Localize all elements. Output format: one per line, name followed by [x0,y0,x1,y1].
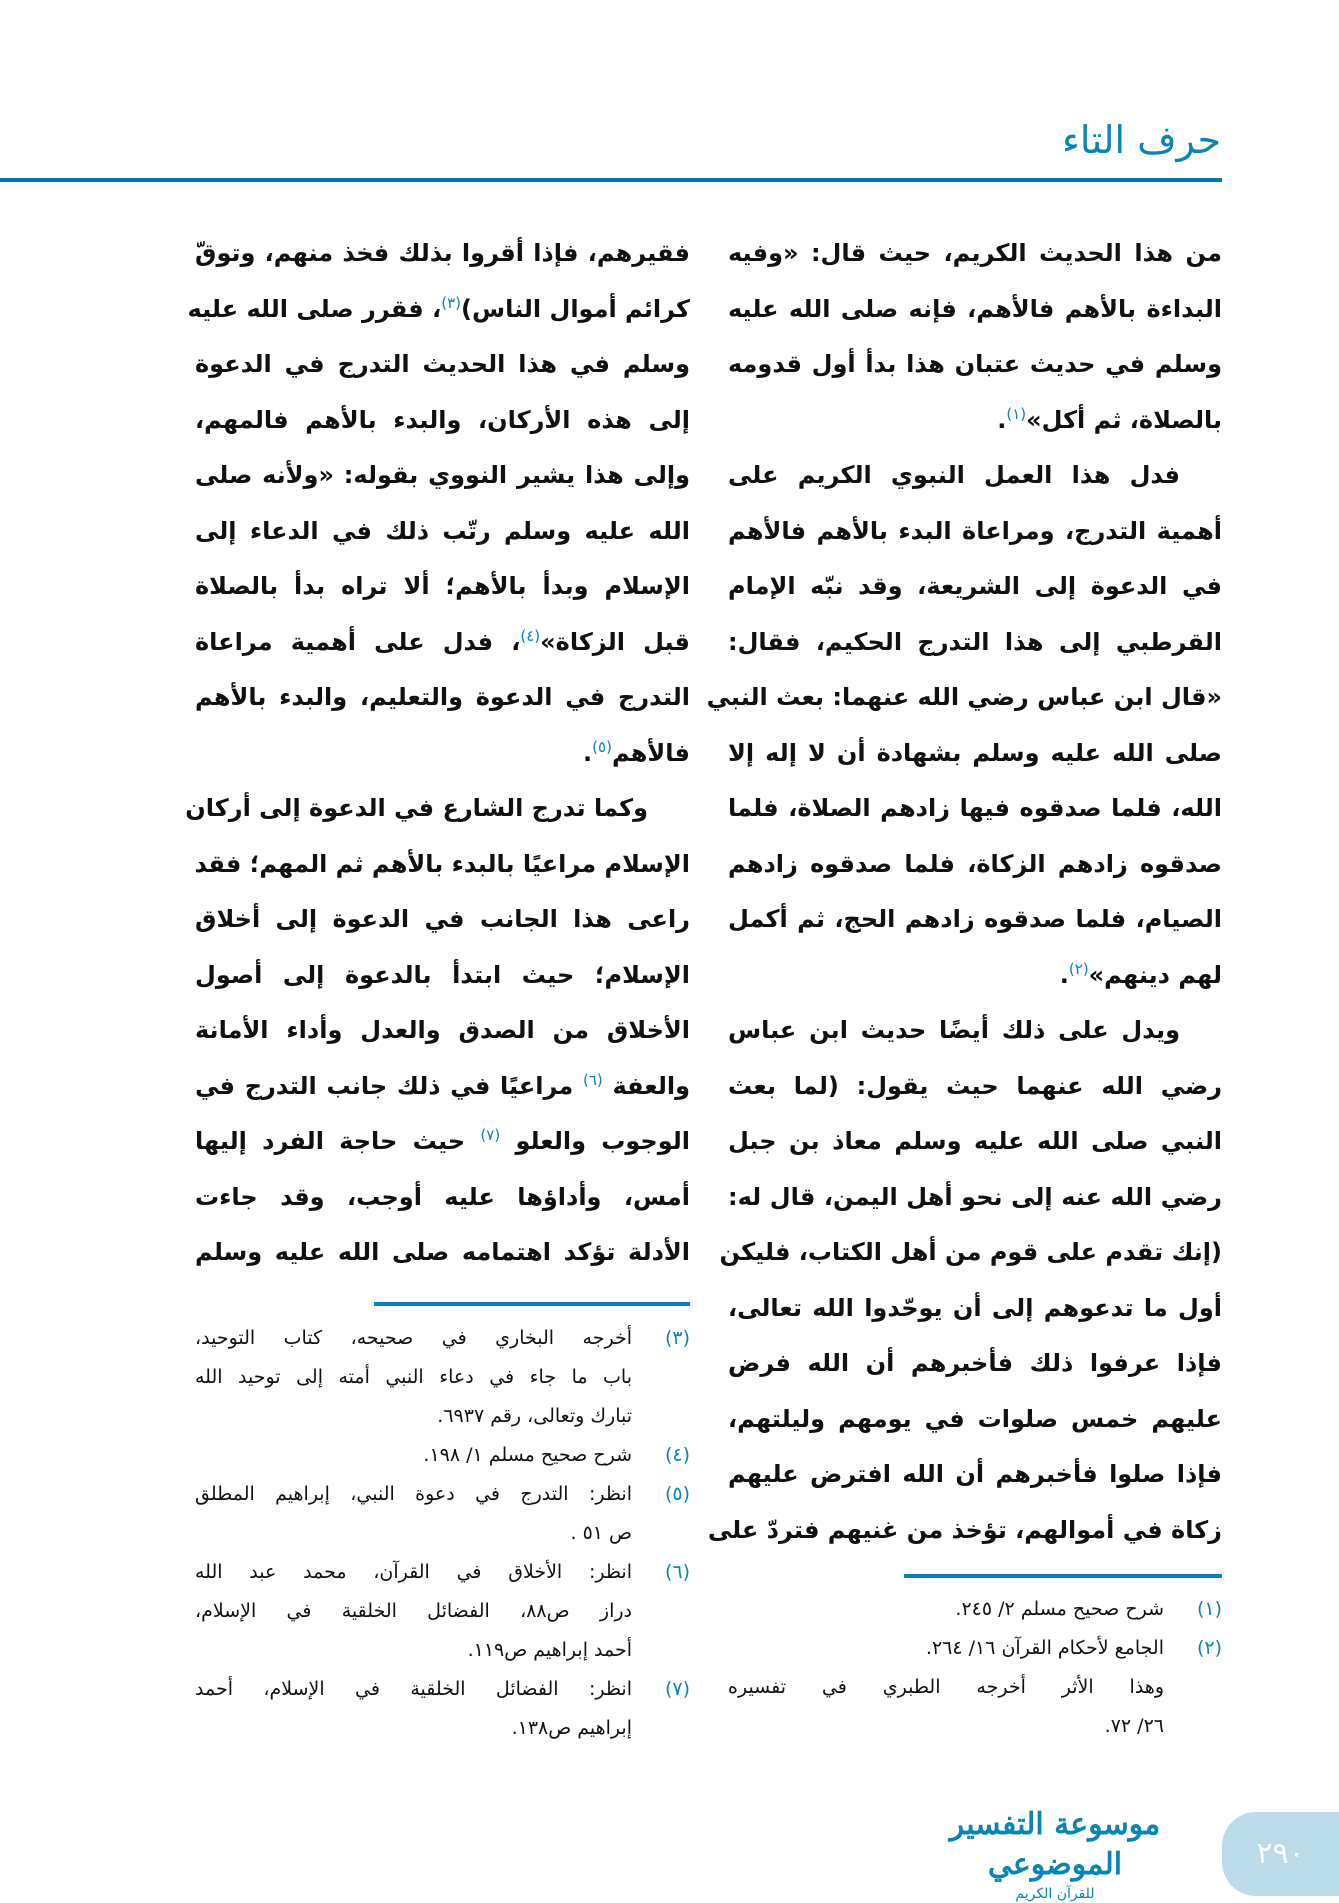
line-text: في الدعوة إلى الشريعة، وقد نبّه الإمام [728,572,1222,600]
text-line [728,836,1222,892]
text-line [707,1502,1222,1558]
footnote-line [195,1397,690,1435]
footnote-number: (٧) [664,1678,690,1700]
footnote-text: انظر: الأخلاق في القرآن، محمد عبد الله [195,1561,632,1583]
text-line [728,725,1222,781]
line-text: الأخلاق من الصدق والعدل وأداء الأمانة [195,1016,690,1044]
line-text: صلى الله عليه وسلم بشهادة أن لا إله إلا [728,738,1222,767]
line-text: لهم دينهم» [1088,960,1222,989]
footnote-line [195,1709,690,1747]
line-text: رضي الله عنهما حيث يقول: (لما بعث [728,1071,1222,1100]
text-line [195,392,690,448]
footnote-text: شرح صحيح مسلم ٢/ ٢٤٥. [955,1598,1164,1620]
line-text: الوجوب والعلو [500,1127,690,1155]
line-text: وإلى هذا يشير النووي بقوله: «ولأنه صلى [195,461,690,489]
footnotes-right [728,1590,1222,1750]
footnote-number: (٤) [664,1444,690,1466]
line-text: وكما تدرج الشارع في الدعوة إلى أركان [185,794,648,822]
text-line [195,614,690,670]
line-text: الإسلام وبدأ بالأهم؛ ألا تراه بدأ بالصلاة [195,572,690,600]
line-text: فإذا صلوا فأخبرهم أن الله افترض عليهم [728,1460,1222,1488]
text-line [195,336,690,392]
line-text: ويدل على ذلك أيضًا حديث ابن عباس [728,1016,1180,1044]
line-text: وسلم في هذا الحديث التدرج في الدعوة [195,350,690,378]
text-line [728,891,1222,947]
footnote-reference: (١) [1006,404,1027,423]
line-text: والعفة [602,1071,691,1100]
line-text: راعى هذا الجانب في الدعوة إلى أخلاق [195,905,690,933]
text-line [728,336,1222,392]
footnote-reference: (٤) [520,626,541,645]
text-line [185,780,690,836]
text-line [719,1224,1222,1280]
text-line [728,1335,1222,1391]
footnote-line [195,1319,690,1357]
footnote-text: إبراهيم ص١٣٨. [511,1717,632,1739]
footnote-number: (٣) [664,1327,690,1349]
section-title: حرف التاء [1062,118,1221,162]
text-line [195,503,690,559]
line-text: الإسلام؛ حيث ابتدأ بالدعوة إلى أصول [195,960,690,989]
text-line [195,836,690,892]
text-line [728,1169,1222,1225]
footnote-number: (٥) [664,1483,690,1505]
footnote-text: باب ما جاء في دعاء النبي أمته إلى توحيد الله [195,1366,632,1388]
text-line [195,558,690,614]
header-divider [0,178,1222,182]
footnote-number: (٦) [664,1561,690,1583]
text-line [195,1224,690,1280]
footnote-line [195,1553,690,1591]
line-text: فدل هذا العمل النبوي الكريم على [728,461,1180,489]
text-line [728,503,1222,559]
footnote-line [195,1670,690,1708]
text-line [728,1280,1222,1336]
line-text-continued: ، فقرر صلى الله عليه [187,294,442,323]
footnote-reference: (٧) [480,1126,501,1144]
text-line [728,447,1222,503]
footnote-text: الجامع لأحكام القرآن ١٦/ ٢٦٤. [925,1637,1164,1659]
footnote-text: ص ٥١ . [570,1522,632,1544]
text-line [728,1391,1222,1447]
logo-title: موسوعة التفسير الموضوعي [949,1807,1161,1882]
line-text: رضي الله عنه إلى نحو أهل اليمن، قال له: [728,1182,1222,1211]
text-line [728,780,1222,836]
footnote-divider-left [374,1302,690,1306]
line-text: «قال ابن عباس رضي الله عنهما: بعث النبي [706,683,1222,711]
text-line [195,891,690,947]
footnote-line [195,1436,690,1474]
line-text: الصيام، فلما صدقوه زادهم الحج، ثم أكمل [728,905,1222,933]
footnote-number: (١) [1196,1598,1222,1620]
footnotes-left [195,1319,690,1759]
footnote-text: أحمد إبراهيم ص١١٩. [467,1639,632,1661]
line-text: البداءة بالأهم فالأهم، فإنه صلى الله عليه [728,294,1222,323]
line-text: القرطبي إلى هذا التدرج الحكيم، فقال: [728,627,1222,656]
footnote-text: شرح صحيح مسلم ١/ ١٩٨. [423,1444,632,1466]
line-text: (إنك تقدم على قوم من أهل الكتاب، فليكن [719,1238,1222,1266]
footnote-reference: (٣) [441,293,462,312]
line-text: فإذا عرفوا ذلك فأخبرهم أن الله فرض [728,1349,1222,1377]
line-text: فقيرهم، فإذا أقروا بذلك فخذ منهم، وتوقّ [195,239,690,267]
text-line [195,947,690,1003]
footnote-text: دراز ص٨٨، الفضائل الخلقية في الإسلام، [195,1600,632,1622]
line-text-continued: حيث حاجة الفرد إليها [195,1127,481,1155]
footnote-number: (٢) [1196,1637,1222,1659]
line-text-continued: ، فدل على أهمية مراعاة [195,627,521,656]
footnote-divider-right [904,1574,1222,1578]
logo-subtitle: للقرآن الكريم [1015,1886,1095,1902]
footnote-line [195,1631,690,1669]
footnote-text: انظر: الفضائل الخلقية في الإسلام، أحمد [195,1678,632,1700]
line-text: زكاة في أموالهم، تؤخذ من غنيهم فتردّ على [707,1515,1222,1544]
footnote-line [728,1707,1222,1745]
footnote-reference: (٢) [1068,959,1089,978]
line-text: كرائم أموال الناس) [461,294,690,323]
left-text-column [185,225,691,1285]
line-text: وسلم في حديث عتبان هذا بدأ أول قدومه [728,350,1222,378]
footnote-line [195,1475,690,1513]
encyclopedia-logo [930,1805,1180,1903]
line-text: أول ما تدعوهم إلى أن يوحّدوا الله تعالى، [728,1293,1222,1322]
line-text-continued: . [1059,960,1069,989]
line-text-continued: مراعيًا في ذلك جانب التدرج في [195,1071,583,1100]
footnote-reference: (٥) [592,737,612,756]
footnote-text: تبارك وتعالى، رقم ٦٩٣٧. [437,1405,632,1427]
text-line [728,281,1222,337]
text-line [728,392,1222,448]
line-text: صدقوه زادهم الزكاة، فلما صدقوه زادهم [728,849,1222,878]
line-text: الله عليه وسلم رتّب ذلك في الدعاء إلى [195,516,690,545]
text-line [728,558,1222,614]
text-line [195,1058,690,1114]
text-line [706,669,1222,725]
line-text: أمس، وأداؤها عليه أوجب، وقد جاءت [195,1182,690,1211]
text-line [195,725,690,781]
footnote-line [728,1590,1222,1628]
text-line [728,1002,1222,1058]
line-text: عليهم خمس صلوات في يومهم وليلتهم، [728,1404,1222,1433]
line-text-continued: . [583,738,593,767]
text-line [195,225,690,281]
line-text: التدرج في الدعوة والتعليم، والبدء بالأهم [195,683,690,711]
text-line [195,1169,690,1225]
text-line [195,1002,690,1058]
page-number: ٢٩٠ [1222,1812,1339,1896]
footnote-text: أخرجه البخاري في صحيحه، كتاب التوحيد، [195,1327,632,1349]
text-line [195,447,690,503]
line-text: أهمية التدرج، ومراعاة البدء بالأهم فالأهم [728,516,1222,545]
footnote-text: انظر: التدرج في دعوة النبي، إبراهيم المطلق [195,1483,632,1505]
text-line [195,669,690,725]
footnote-reference: (٦) [582,1070,603,1089]
line-text: قبل الزكاة» [540,627,690,656]
line-text: النبي صلى الله عليه وسلم معاذ بن جبل [728,1127,1222,1155]
footnote-line [195,1514,690,1552]
text-line [728,1113,1222,1169]
text-line [195,1113,690,1169]
line-text: الإسلام مراعيًا بالبدء بالأهم ثم المهم؛ فقد [194,849,690,878]
line-text: من هذا الحديث الكريم، حيث قال: «وفيه [728,239,1222,267]
text-line [728,1058,1222,1114]
footnote-text: وهذا الأثر أخرجه الطبري في تفسيره [728,1676,1164,1698]
text-line [728,947,1222,1003]
text-line [187,281,690,337]
line-text: إلى هذه الأركان، والبدء بالأهم فالمهم، [195,405,690,434]
right-text-column [706,225,1222,1565]
footnote-line [195,1592,690,1630]
line-text: فالأهم [611,738,690,767]
line-text: الله، فلما صدقوه فيها زادهم الصلاة، فلما [728,794,1222,822]
line-text-continued: . [997,405,1007,434]
line-text: الأدلة تؤكد اهتمامه صلى الله عليه وسلم [195,1238,690,1266]
text-line [728,614,1222,670]
footnote-line [728,1629,1222,1667]
line-text: بالصلاة، ثم أكل» [1026,405,1222,434]
text-line [728,225,1222,281]
footnote-line [195,1358,690,1396]
text-line [728,1446,1222,1502]
footnote-line [728,1668,1222,1706]
footnote-text: ٢٦/ ٧٢. [1104,1715,1164,1737]
